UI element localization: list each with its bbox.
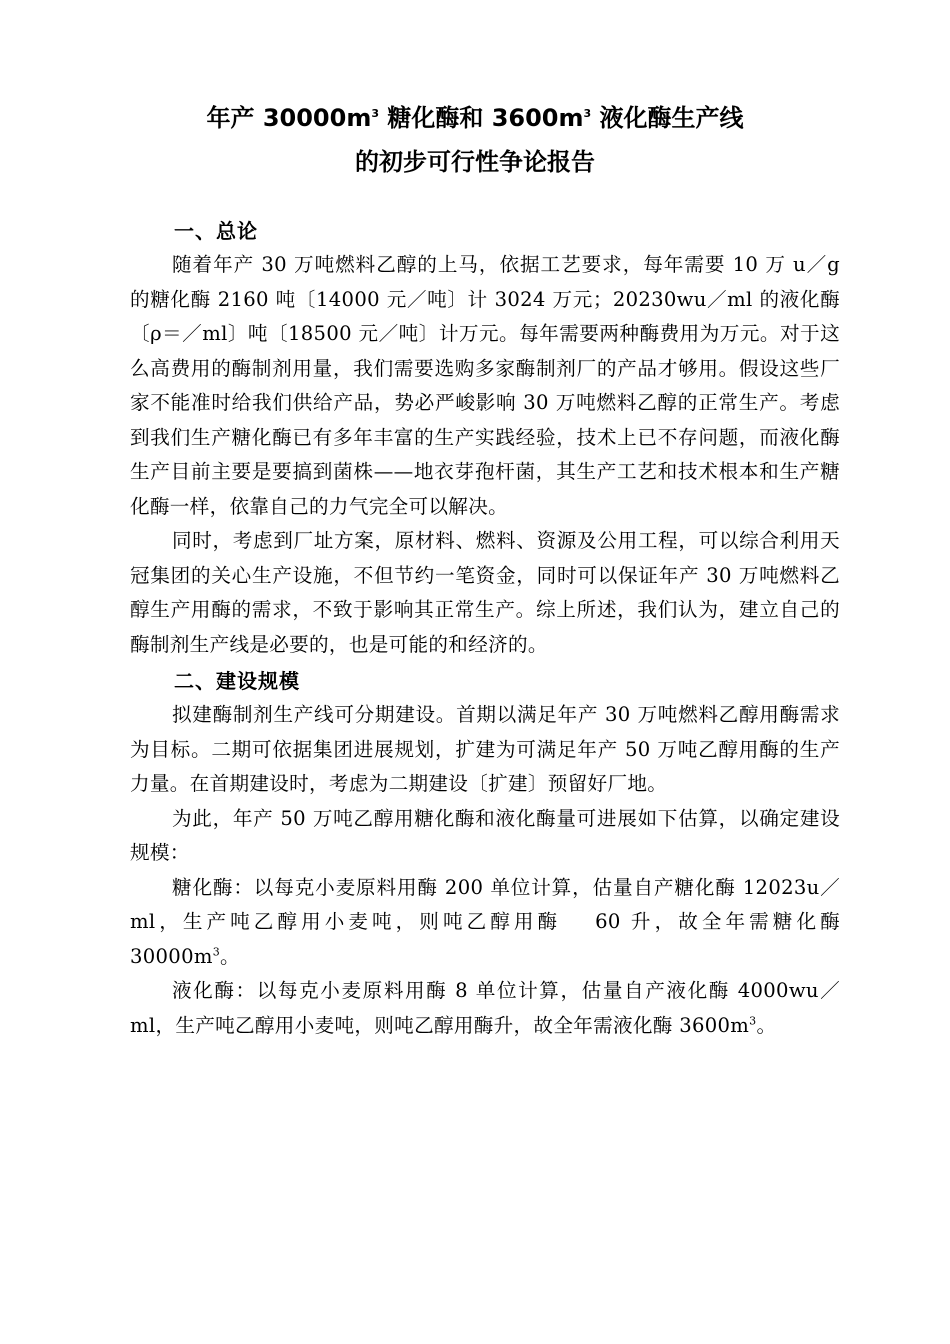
overview-paragraph-2: 同时，考虑到厂址方案，原材料、燃料、资源及公用工程，可以综合利用天冠集团的关心生产设施，不但节约一笔资金，同时可以保证年产 30 万吨燃料乙醇生产用酶的需求，不致于影响其正常生产。综上所述，我们认为，建立自己的酶制剂生产线是必要的，也是可能的和经济的。 [130, 529, 840, 656]
document-title-line-1 [120, 0, 830, 140]
title-superscript-2: 3 [583, 107, 592, 120]
overview-paragraph-1: 随着年产 30 万吨燃料乙醇的上马，依据工艺要求，每年需要 10 万 u／g 的糖化酶 2160 吨〔14000 元／吨〕计 3024 万元；20230wu／ml 的液化酶〔ρ＝／ml〕吨〔18500 元／吨〕计万元。每年需要两种酶费用为万元。对于这么高费用的酶制剂用量，我们需要选购多家酶制剂厂的产品才够用。假设这些厂家不能准时给我们供给产品，势必严峻影响 30 万吨燃料乙醇的正常生产。考虑到我们生产糖化酶已有多年丰富的生产实践经验，技术上已不存问题，而液化酶生产目前主要是要搞到菌株——地衣芽孢杆菌，其生产工艺和技术根本和生产糖化酶一样，依靠自己的力气完全可以解决。 [130, 253, 840, 518]
liquefying-enzyme-superscript: 3 [749, 1013, 757, 1027]
scale-paragraph-2: 为此，年产 50 万吨乙醇用糖化酶和液化酶量可进展如下估算，以确定建设规模： [130, 806, 840, 864]
section-heading-overview: 一、总论 [174, 219, 258, 243]
section-heading-construction-scale: 二、建设规模 [174, 669, 300, 693]
saccharifying-enzyme-end: 。 [220, 944, 240, 968]
liquefying-enzyme-paragraph [130, 974, 840, 1043]
scale-paragraph-1: 拟建酶制剂生产线可分期建设。首期以满足年产 30 万吨燃料乙醇用酶需求为目标。二期可依据集团进展规划，扩建为可满足年产 50 万吨乙醇用酶的生产力量。在首期建设时，考虑为二期建设〔扩建〕预留好厂地。 [130, 703, 840, 795]
saccharifying-enzyme-superscript: 3 [212, 944, 221, 958]
title-part-c: 液化酶生产线 [591, 104, 744, 132]
liquefying-enzyme-text: 液化酶：以每克小麦原料用酶 8 单位计算，估量自产液化酶 4000wu／ml，生产吨乙醇用小麦吨，则吨乙醇用酶升，故全年需液化酶 3600m [130, 979, 840, 1037]
saccharifying-enzyme-paragraph [130, 871, 840, 975]
title-superscript-1: 3 [371, 107, 379, 120]
document-title-line-2: 的初步可行性争论报告 [355, 148, 595, 176]
saccharifying-enzyme-text: 糖化酶：以每克小麦原料用酶 200 单位计算，估量自产糖化酶 12023u／ml，生产吨乙醇用小麦吨，则吨乙醇用酶 60 升，故全年需糖化酶 30000m [130, 875, 840, 968]
liquefying-enzyme-end: 。 [756, 1013, 777, 1037]
title-part-a: 年产 30000m [206, 104, 372, 132]
title-part-b: 糖化酶和 3600m [378, 104, 584, 132]
